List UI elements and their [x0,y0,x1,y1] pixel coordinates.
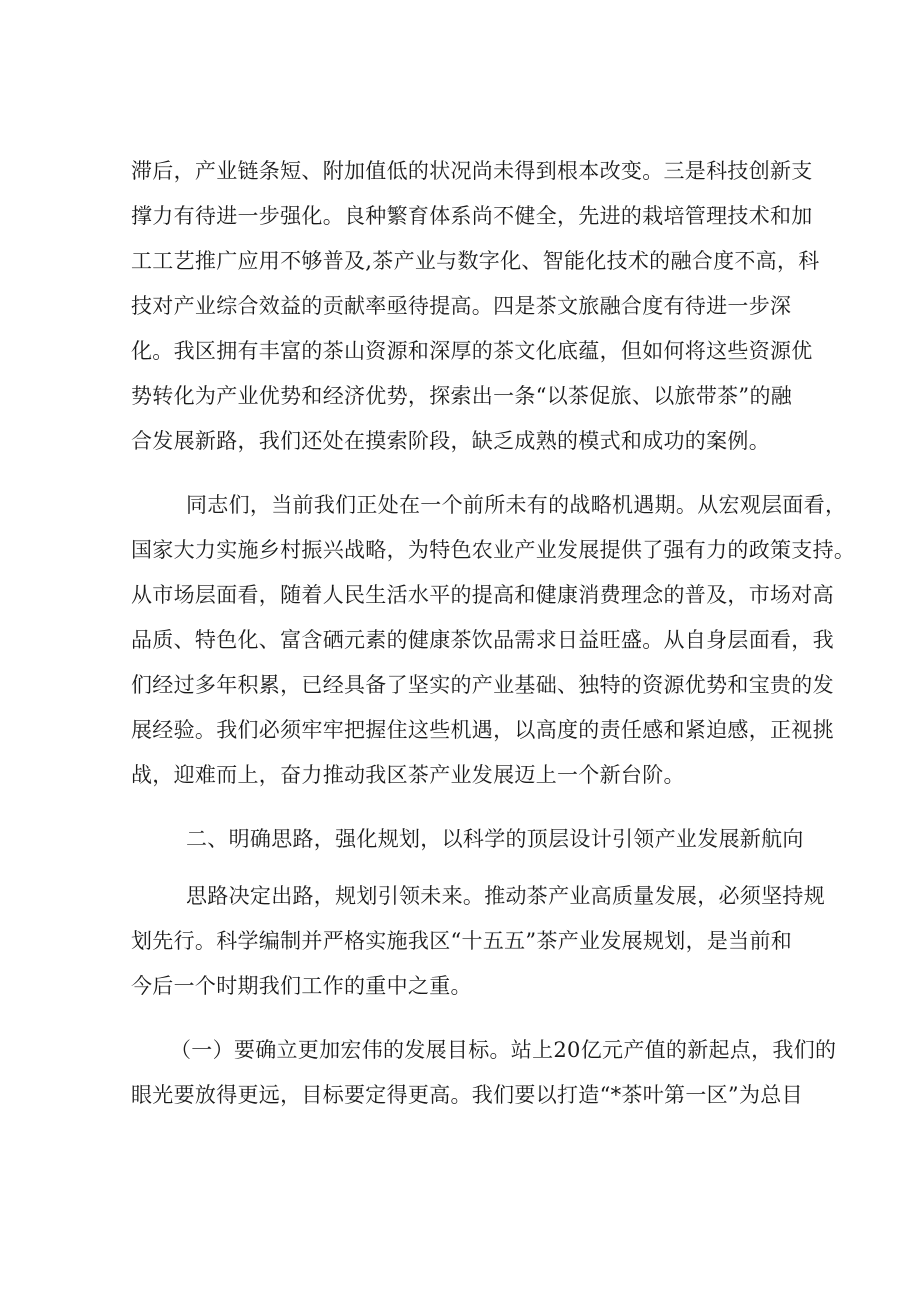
text-line: 今后一个时期我们工作的重中之重。 [131,974,472,998]
text-line: 展经验。我们必须牢牢把握住这些机遇，以高度的责任感和紧迫感，正视挑 [131,718,834,742]
text-line: 同志们，当前我们正处在一个前所未有的战略机遇期。从宏观层面看， [186,493,847,517]
text-line: 眼光要放得更远，目标要定得更高。我们要以打造“*茶叶第一区”为总目 [131,1083,803,1107]
section-heading: 二、明确思路，强化规划，以科学的顶层设计引领产业发展新航向 [186,827,804,851]
text-line: 合发展新路，我们还处在摸索阶段，缺乏成熟的模式和成功的案例。 [131,429,770,453]
text-line: 滞后，产业链条短、附加值低的状况尚未得到根本改变。三是科技创新支 [131,159,813,183]
text-line: 工工艺推广应用不够普及,茶产业与数字化、智能化技术的融合度不高，科 [131,249,820,273]
text-line: 撑力有待进一步强化。良种繁育体系尚不健全，先进的栽培管理技术和加 [131,204,813,228]
text-line: 势转化为产业优势和经济优势，探索出一条“以茶促旅、以旅带茶”的融 [131,384,793,408]
text-line: 技对产业综合效益的贡献率亟待提高。四是茶文旅融合度有待进一步深 [131,294,792,318]
text-line: 思路决定出路，规划引领未来。推动茶产业高质量发展，必须坚持规 [186,884,825,908]
text-line: （一）要确立更加宏伟的发展目标。站上20亿元产值的新起点，我们的 [170,1038,837,1062]
text-line: 划先行。科学编制并严格实施我区“十五五”茶产业发展规划，是当前和 [131,929,793,953]
text-line: 国家大力实施乡村振兴战略，为特色农业产业发展提供了强有力的政策支持。 [131,538,856,562]
text-line: 化。我区拥有丰富的茶山资源和深厚的茶文化底蕴，但如何将这些资源优 [131,339,813,363]
text-line: 品质、特色化、富含硒元素的健康茶饮品需求日益旺盛。从自身层面看，我 [131,628,834,652]
text-line: 战，迎难而上，奋力推动我区茶产业发展迈上一个新台阶。 [131,763,685,787]
text-line: 们经过多年积累，已经具备了坚实的产业基础、独特的资源优势和宝贵的发 [131,673,834,697]
text-line: 从市场层面看，随着人民生活水平的提高和健康消费理念的普及，市场对高 [131,583,834,607]
